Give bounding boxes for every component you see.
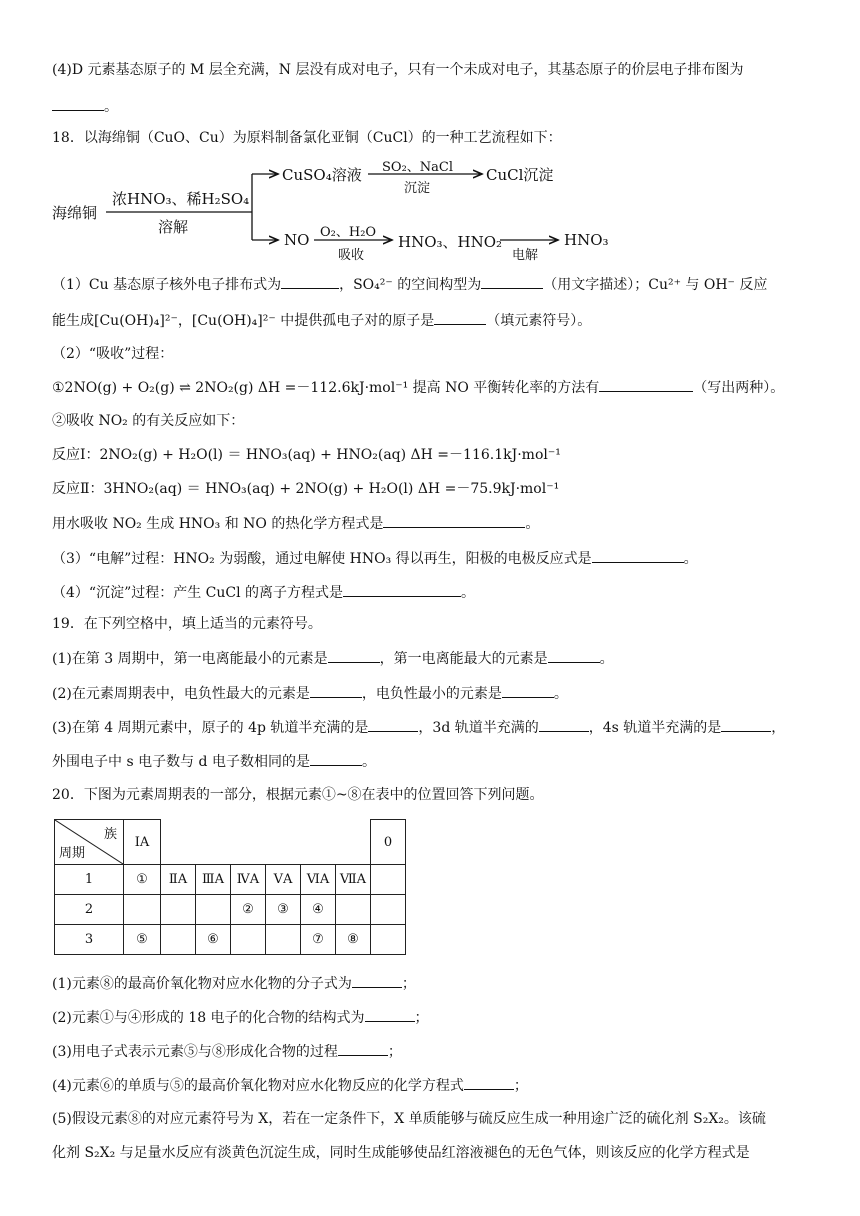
flow-dissolve-step: 溶解 bbox=[158, 218, 189, 236]
flow-lower-mid: HNO₃、HNO₂ bbox=[398, 233, 503, 251]
q18-part4: （4）“沉淀”过程：产生 CuCl 的离子方程式是 。 bbox=[52, 582, 475, 603]
group-IA-header: ⅠA bbox=[124, 820, 161, 865]
table-gap bbox=[161, 820, 371, 865]
q20-intro: 20．下图为元素周期表的一部分，根据元素①~⑧在表中的位置回答下列问题。 bbox=[52, 787, 544, 803]
flow-upper-product: CuSO₄溶液 bbox=[282, 166, 362, 184]
answer-blank[interactable] bbox=[383, 513, 525, 528]
flow-dissolve-reagent: 浓HNO₃、稀H₂SO₄ bbox=[112, 190, 250, 208]
flow-lower-step2: 电解 bbox=[512, 248, 539, 263]
answer-blank[interactable] bbox=[338, 1041, 388, 1056]
answer-blank[interactable] bbox=[592, 548, 684, 563]
flow-upper-final: CuCl沉淀 bbox=[486, 166, 554, 184]
q18-part2-3: 用水吸收 NO₂ 生成 HNO₃ 和 NO 的热化学方程式是 。 bbox=[52, 513, 539, 534]
q19-intro: 19．在下列空格中，填上适当的元素符号。 bbox=[52, 616, 322, 632]
table-row-period-3: 3 ⑤ ⑥ ⑦ ⑧ bbox=[55, 925, 406, 955]
q20-part5-line1: (5)假设元素⑧的对应元素符号为 X，若在一定条件下，X 单质能够与硫反应生成一种用途广泛的硫化剂 S₂X₂。该硫 bbox=[52, 1111, 766, 1127]
q17-4-line1: (4)D 元素基态原子的 M 层全充满，N 层没有成对电子，只有一个未成对电子，其基态原子的价层电子排布图为 bbox=[52, 62, 744, 78]
answer-blank[interactable] bbox=[481, 274, 543, 289]
q19-part3-line1: (3)在第 4 周期元素中，原子的 4p 轨道半充满的是 ，3d 轨道半充满的 ，4s 轨道半充满的是 ， bbox=[52, 717, 785, 738]
table-corner: 族 周期 bbox=[55, 820, 124, 865]
answer-blank[interactable] bbox=[352, 973, 402, 988]
q19-part1: (1)在第 3 周期中，第一电离能最小的元素是 ，第一电离能最大的元素是 。 bbox=[52, 648, 614, 669]
q20-part2: (2)元素①与④形成的 18 电子的化合物的结构式为 ； bbox=[52, 1007, 429, 1028]
q20-part3: (3)用电子式表示元素⑤与⑧形成化合物的过程 ； bbox=[52, 1041, 402, 1062]
flow-lower-product: NO bbox=[284, 231, 310, 249]
q18-part1-line2: 能生成[Cu(OH)₄]²⁻，[Cu(OH)₄]²⁻ 中提供孤电子对的原子是 （填元素符号）。 bbox=[52, 310, 591, 331]
process-flow-diagram bbox=[52, 150, 652, 270]
answer-blank[interactable] bbox=[343, 582, 461, 597]
flow-lower-reagent: O₂、H₂O bbox=[320, 225, 377, 240]
q18-part1-line1: （1）Cu 基态原子核外电子排布式为 ，SO₄²⁻ 的空间构型为 （用文字描述）；Cu²⁺ 与 OH⁻ 反应 bbox=[52, 274, 767, 295]
flow-start: 海绵铜 bbox=[52, 204, 98, 222]
q18-part2-title: （2）“吸收”过程： bbox=[52, 346, 174, 362]
q18-part2-1: ①2NO(g) + O₂(g) ⇌ 2NO₂(g) ΔH =－112.6kJ·mol⁻¹ 提高 NO 平衡转化率的方法有 （写出两种）。 bbox=[52, 377, 784, 398]
answer-blank[interactable] bbox=[464, 1075, 514, 1090]
answer-blank[interactable] bbox=[328, 648, 380, 663]
answer-blank[interactable] bbox=[539, 717, 589, 732]
answer-blank[interactable] bbox=[721, 717, 771, 732]
q17-4-line2: 。 bbox=[52, 96, 118, 117]
answer-blank[interactable] bbox=[281, 274, 339, 289]
q19-part2: (2)在元素周期表中，电负性最大的元素是 ，电负性最小的元素是 。 bbox=[52, 683, 568, 704]
answer-blank[interactable] bbox=[599, 377, 693, 392]
q18-part3: （3）“电解”过程：HNO₂ 为弱酸，通过电解使 HNO₃ 得以再生，阳极的电极反应式是 。 bbox=[52, 548, 698, 569]
answer-blank[interactable] bbox=[52, 96, 104, 111]
answer-blank[interactable] bbox=[548, 648, 600, 663]
q20-part5-line2: 化剂 S₂X₂ 与足量水反应有淡黄色沉淀生成，同时生成能够使品红溶液褪色的无色气体，则该反应的化学方程式是 bbox=[52, 1145, 750, 1161]
table-row-period-1: 1 ① ⅡA ⅢA ⅣA ⅤA ⅥA ⅦA bbox=[55, 865, 406, 895]
q18-reaction-1: 反应Ⅰ：2NO₂(g) + H₂O(l) ＝ HNO₃(aq) + HNO₂(aq) ΔH =－116.1kJ·mol⁻¹ bbox=[52, 447, 561, 463]
answer-blank[interactable] bbox=[434, 310, 486, 325]
flow-lower-step: 吸收 bbox=[338, 248, 365, 263]
q18-part2-2: ②吸收 NO₂ 的有关反应如下： bbox=[52, 413, 245, 429]
q18-reaction-2: 反应Ⅱ：3HNO₂(aq) ＝ HNO₃(aq) + 2NO(g) + H₂O(l) ΔH =－75.9kJ·mol⁻¹ bbox=[52, 481, 560, 497]
group-0-header: 0 bbox=[371, 820, 406, 865]
flow-lower-final: HNO₃ bbox=[564, 231, 609, 249]
q19-part3-line2: 外围电子中 s 电子数与 d 电子数相同的是 。 bbox=[52, 751, 376, 772]
table-row-period-2: 2 ② ③ ④ bbox=[55, 895, 406, 925]
q20-part4: (4)元素⑥的单质与⑤的最高价氧化物对应水化物反应的化学方程式 ； bbox=[52, 1075, 528, 1096]
answer-blank[interactable] bbox=[368, 717, 418, 732]
q20-part1: (1)元素⑧的最高价氧化物对应水化物的分子式为 ； bbox=[52, 973, 416, 994]
q18-intro: 18．以海绵铜（CuO、Cu）为原料制备氯化亚铜（CuCl）的一种工艺流程如下： bbox=[52, 130, 562, 146]
answer-blank[interactable] bbox=[310, 751, 362, 766]
flow-upper-step: 沉淀 bbox=[404, 181, 431, 196]
answer-blank[interactable] bbox=[365, 1007, 415, 1022]
flow-upper-reagent: SO₂、NaCl bbox=[382, 160, 454, 175]
periodic-table-fragment bbox=[54, 819, 406, 955]
answer-blank[interactable] bbox=[502, 683, 554, 698]
answer-blank[interactable] bbox=[310, 683, 362, 698]
